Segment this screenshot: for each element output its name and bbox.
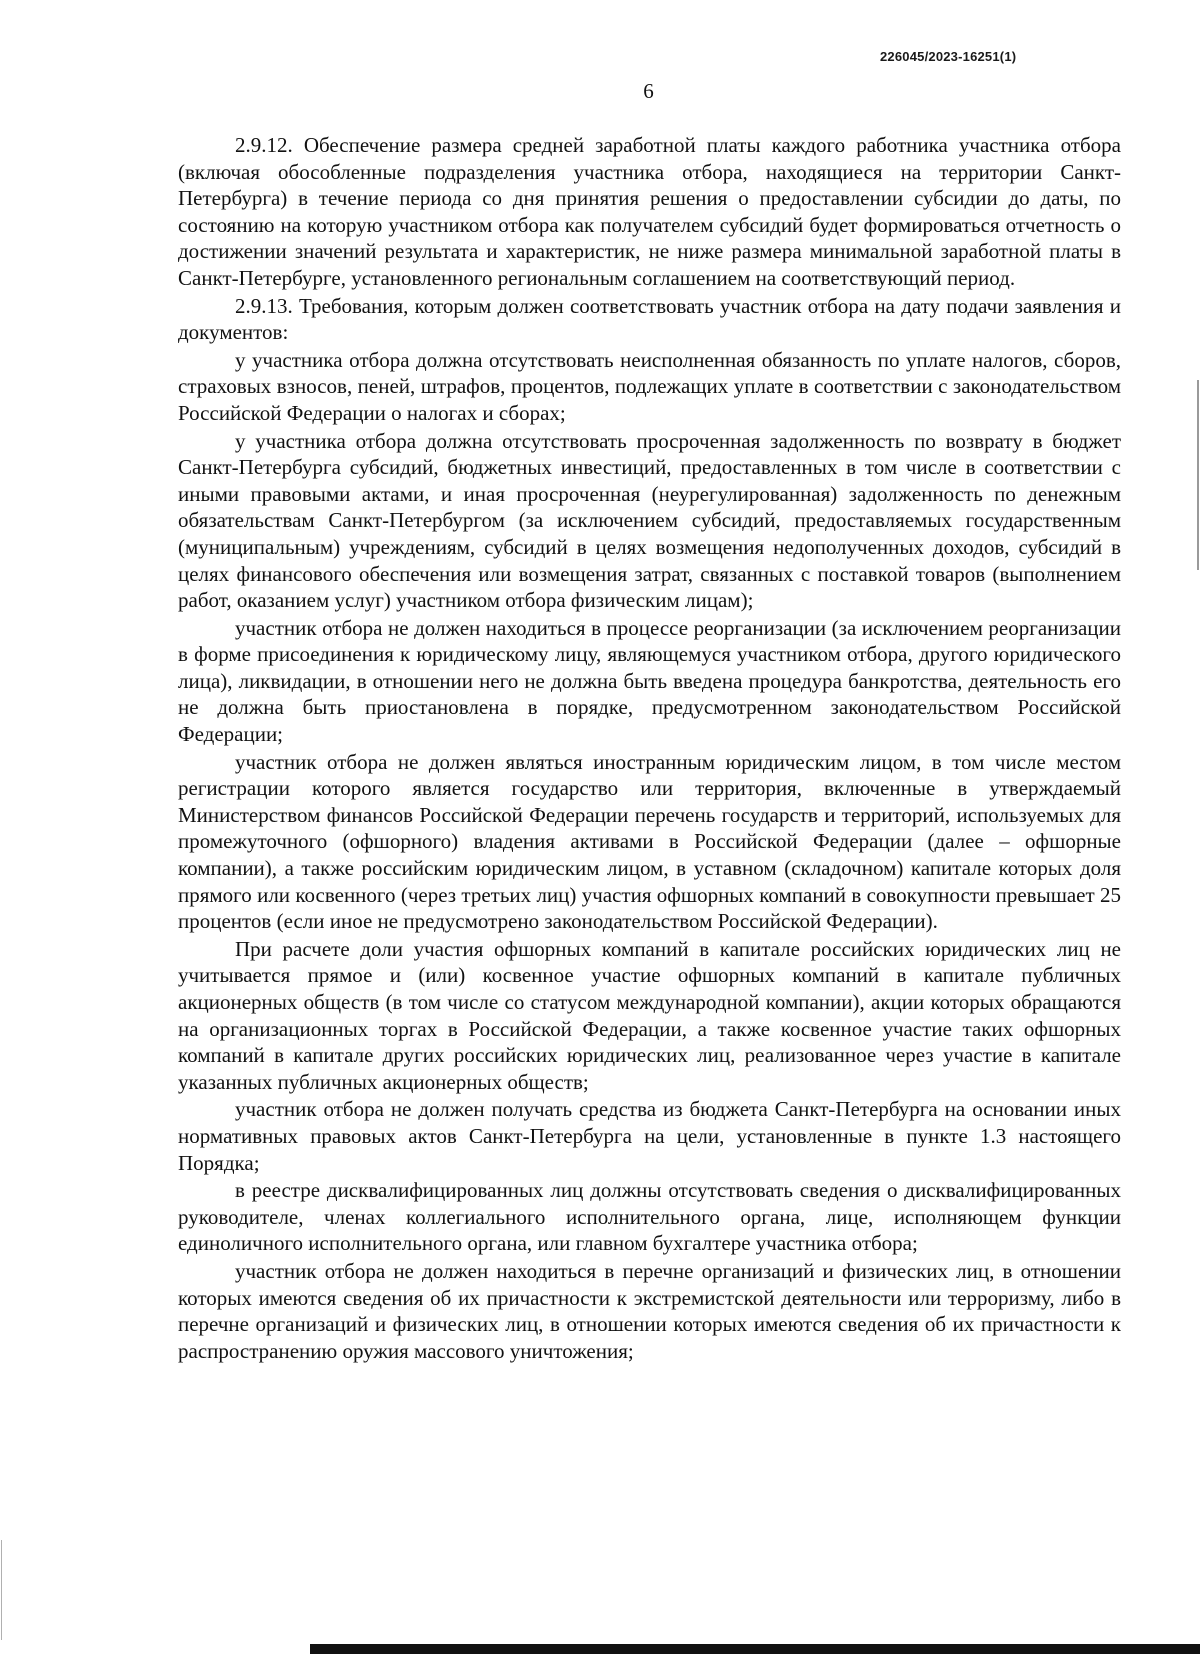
scan-artifact-bottom bbox=[310, 1644, 1200, 1654]
paragraph-disqualified-persons: в реестре дисквалифицированных лиц должны отсутствовать сведения о дисквалифицированных руководителе, членах коллегиального исполнительного органа, лице, исполняющем функции единоличного исполнительного органа, или главном бухгалтере участника отбора; bbox=[178, 1178, 1121, 1256]
paragraph-2-9-12: 2.9.12. Обеспечение размера средней заработной платы каждого работника участника отбора (включая обособленные подразделения участника отбора, находящиеся на территории Санкт-Петербурга) в течение периода со дня принятия решения о предоставлении субсидии до даты, по состоянию на которую участником отбора как получателем субсидий будет формироваться отчетность о достижении значений результата и характеристик, не ниже размера минимальной заработной платы в Санкт-Петербурге, установленного региональным соглашением на соответствующий период. bbox=[178, 133, 1121, 290]
scan-artifact-right bbox=[1197, 380, 1199, 570]
paragraph-offshore-calculation: При расчете доли участия офшорных компаний в капитале российских юридических лиц не учитывается прямое и (или) косвенное участие офшорных компаний в капитале публичных акционерных обществ (в том числе со статусом международной компании), акции которых обращаются на организационных торгах в Российской Федерации, а также косвенное участие таких офшорных компаний в капитале других российских юридических лиц, реализованное через участие в капитале указанных публичных акционерных обществ; bbox=[178, 936, 1121, 1094]
paragraph-reorganization: участник отбора не должен находиться в процессе реорганизации (за исключением реорганизации в форме присоединения к юридическому лицу, являющемуся участником отбора, другого юридического лица), ликвидации, в отношении него не должна быть введена процедура банкротства, деятельность его не должна быть приостановлена в порядке, предусмотренном законодательством Российской Федерации; bbox=[178, 615, 1121, 747]
paragraph-budget-funds: участник отбора не должен получать средства из бюджета Санкт-Петербурга на основании иных нормативных правовых актов Санкт-Петербурга на цели, установленные в пункте 1.3 настоящего Порядка; bbox=[178, 1097, 1121, 1175]
paragraph-extremism-list: участник отбора не должен находиться в перечне организаций и физических лиц, в отношении которых имеются сведения об их причастности к экстремистской деятельности или терроризму, либо в перечне организаций и физических лиц, в отношении которых имеются сведения об их причастности к распространению оружия массового уничтожения; bbox=[178, 1258, 1121, 1363]
paragraph-overdue-debt: у участника отбора должна отсутствовать просроченная задолженность по возврату в бюджет Санкт-Петербурга субсидий, бюджетных инвестиций, предоставленных в том числе в соответствии с иными правовыми актами, и иная просроченная (неурегулированная) задолженность по денежным обязательствам Санкт-Петербургом (за исключением субсидий, предоставляемых государственным (муниципальным) учреждениям, субсидий в целях возмещения недополученных доходов, субсидий в целях финансового обеспечения или возмещения затрат, связанных с поставкой товаров (выполнением работ, оказанием услуг) участником отбора физическим лицам); bbox=[178, 428, 1121, 613]
paragraph-tax-debt: у участника отбора должна отсутствовать неисполненная обязанность по уплате налогов, сборов, страховых взносов, пеней, штрафов, процентов, подлежащих уплате в соответствии с законодательством Российской Федерации о налогах и сборах; bbox=[178, 347, 1121, 425]
page-number: 6 bbox=[643, 79, 654, 103]
document-registration-number: 226045/2023-16251(1) bbox=[880, 49, 1017, 64]
paragraph-2-9-13: 2.9.13. Требования, которым должен соответствовать участник отбора на дату подачи заявления и документов: bbox=[178, 293, 1121, 345]
document-body bbox=[178, 132, 1121, 1365]
scan-artifact-left bbox=[1, 1540, 2, 1640]
paragraph-offshore: участник отбора не должен являться иностранным юридическим лицом, в том числе местом регистрации которого является государство или территория, включенные в утверждаемый Министерством финансов Российской Федерации перечень государств и территорий, используемых для промежуточного (офшорного) владения активами в Российской Федерации (далее – офшорные компании), а также российским юридическим лицом, в уставном (складочном) капитале которых доля прямого или косвенного (через третьих лиц) участия офшорных компаний в совокупности превышает 25 процентов (если иное не предусмотрено законодательством Российской Федерации). bbox=[178, 749, 1121, 934]
